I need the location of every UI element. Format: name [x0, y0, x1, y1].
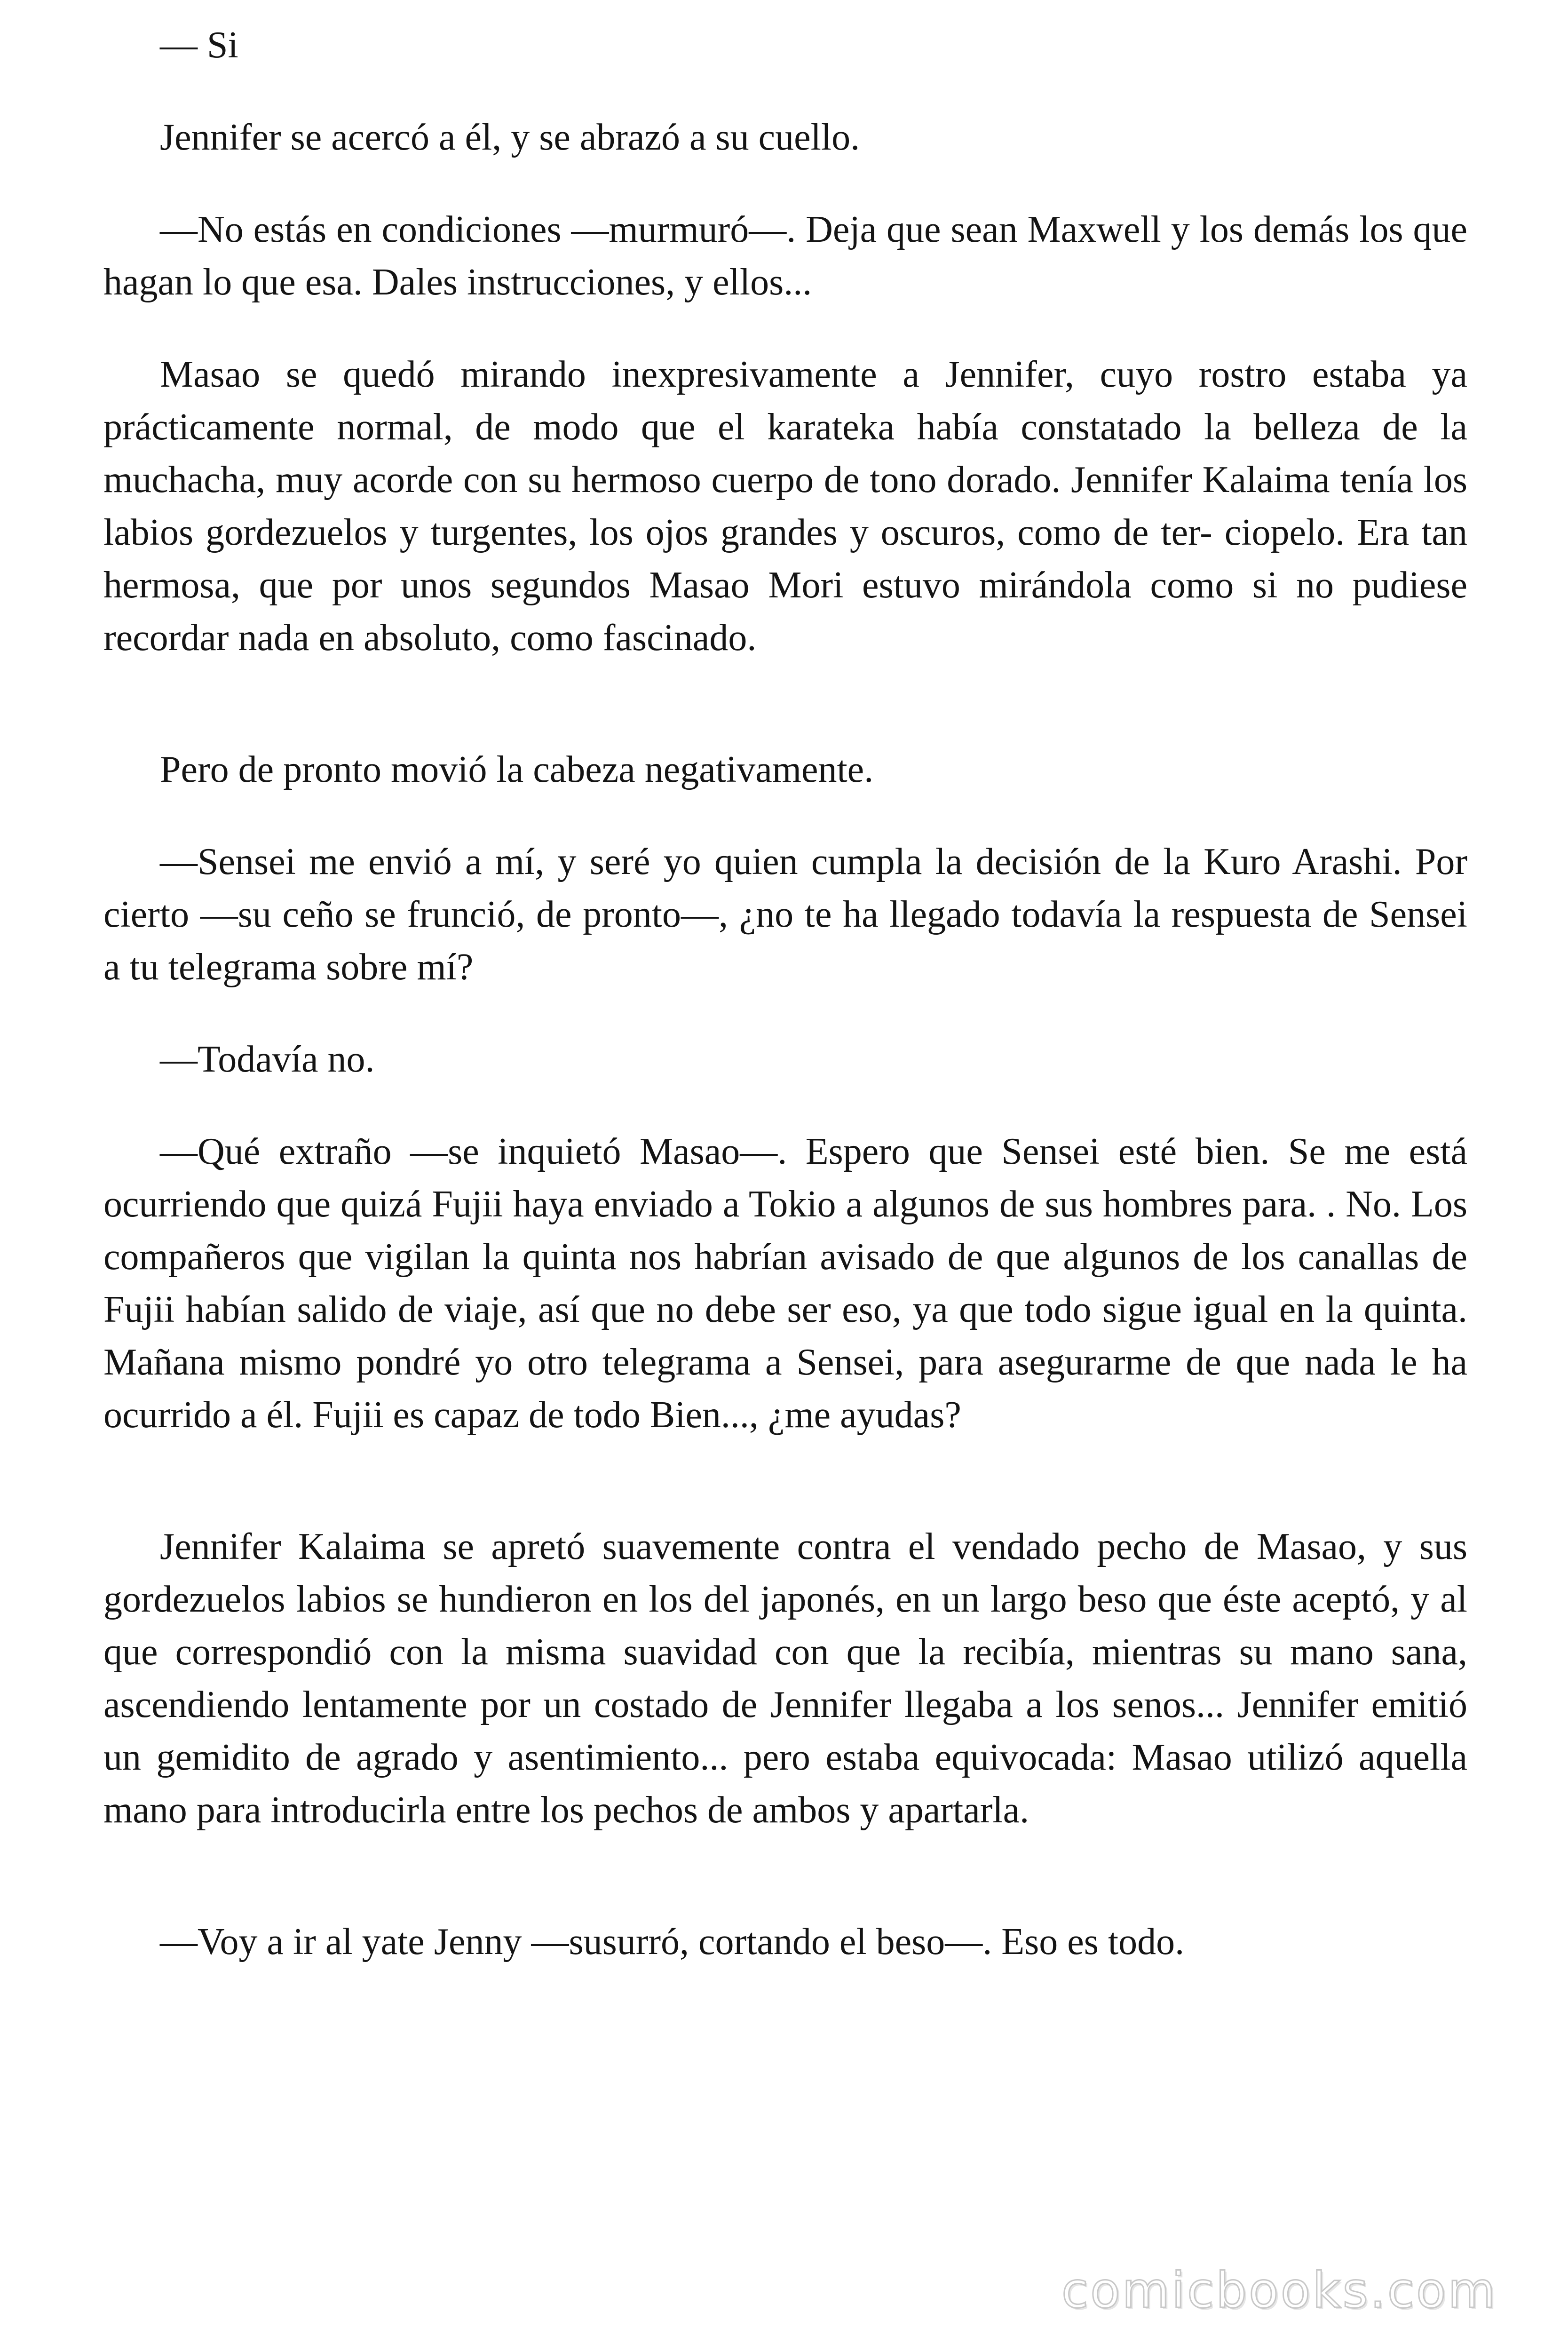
- paragraph-8: —Qué extraño —se inquietó Masao—. Espero que Sensei esté bien. Se me está ocurriendo que quizá Fujii haya enviado a Tokio a algunos de sus hombres para. . No. Los compañeros que vigilan la quinta nos habrían avisado de que algunos de los canallas de Fujii habían salido de viaje, así que no debe ser eso, ya que todo sigue igual en la quinta. Mañana mismo pondré yo otro telegrama a Sensei, para asegurarme de que nada le ha ocurrido a él. Fujii es capaz de todo Bien..., ¿me ayudas?: [103, 1131, 1467, 1436]
- paragraph-4: Masao se quedó mirando inexpresivamente a Jennifer, cuyo rostro estaba ya prácticamente normal, de modo que el karateka había constatado la belleza de la muchacha, muy acorde con su hermoso cuerpo de tono dorado. Jennifer Kalaima tenía los labios gordezuelos y turgentes, los ojos grandes y oscuros, como de ter- ciopelo. Era tan hermosa, que por unos segundos Masao Mori estuvo mirándola como si no pudiese recordar nada en absoluto, como fascinado.: [103, 354, 1467, 659]
- paragraph-5: Pero de pronto movió la cabeza negativamente.: [160, 749, 874, 790]
- paragraph-7: —Todavía no.: [160, 1039, 375, 1080]
- paragraph-10: —Voy a ir al yate Jenny —susurró, cortando el beso—. Eso es todo.: [160, 1921, 1185, 1963]
- paragraph-9: Jennifer Kalaima se apretó suavemente contra el vendado pecho de Masao, y sus gordezuelos labios se hundieron en los del japonés, en un largo beso que éste aceptó, y al que correspondió con la misma suavidad con que la recibía, mientras su mano sana, ascendiendo lentamente por un costado de Jennifer llegaba a los senos... Jennifer emitió un gemidito de agrado y asentimiento... pero estaba equivocada: Masao utilizó aquella mano para introducirla entre los pechos de ambos y apartarla.: [103, 1526, 1467, 1831]
- paragraph-1: — Si: [160, 24, 238, 66]
- paragraph-3: —No estás en condiciones —murmuró—. Deja que sean Maxwell y los demás los que hagan lo que esa. Dales instrucciones, y ellos...: [103, 209, 1467, 303]
- paragraph-2: Jennifer se acercó a él, y se abrazó a su cuello.: [160, 117, 860, 158]
- watermark-text: comicbooks.com: [1061, 2262, 1497, 2319]
- paragraph-6: —Sensei me envió a mí, y seré yo quien cumpla la decisión de la Kuro Arashi. Por cierto —su ceño se frunció, de pronto—, ¿no te ha llegado todavía la respuesta de Sensei a tu telegrama sobre mí?: [103, 841, 1467, 988]
